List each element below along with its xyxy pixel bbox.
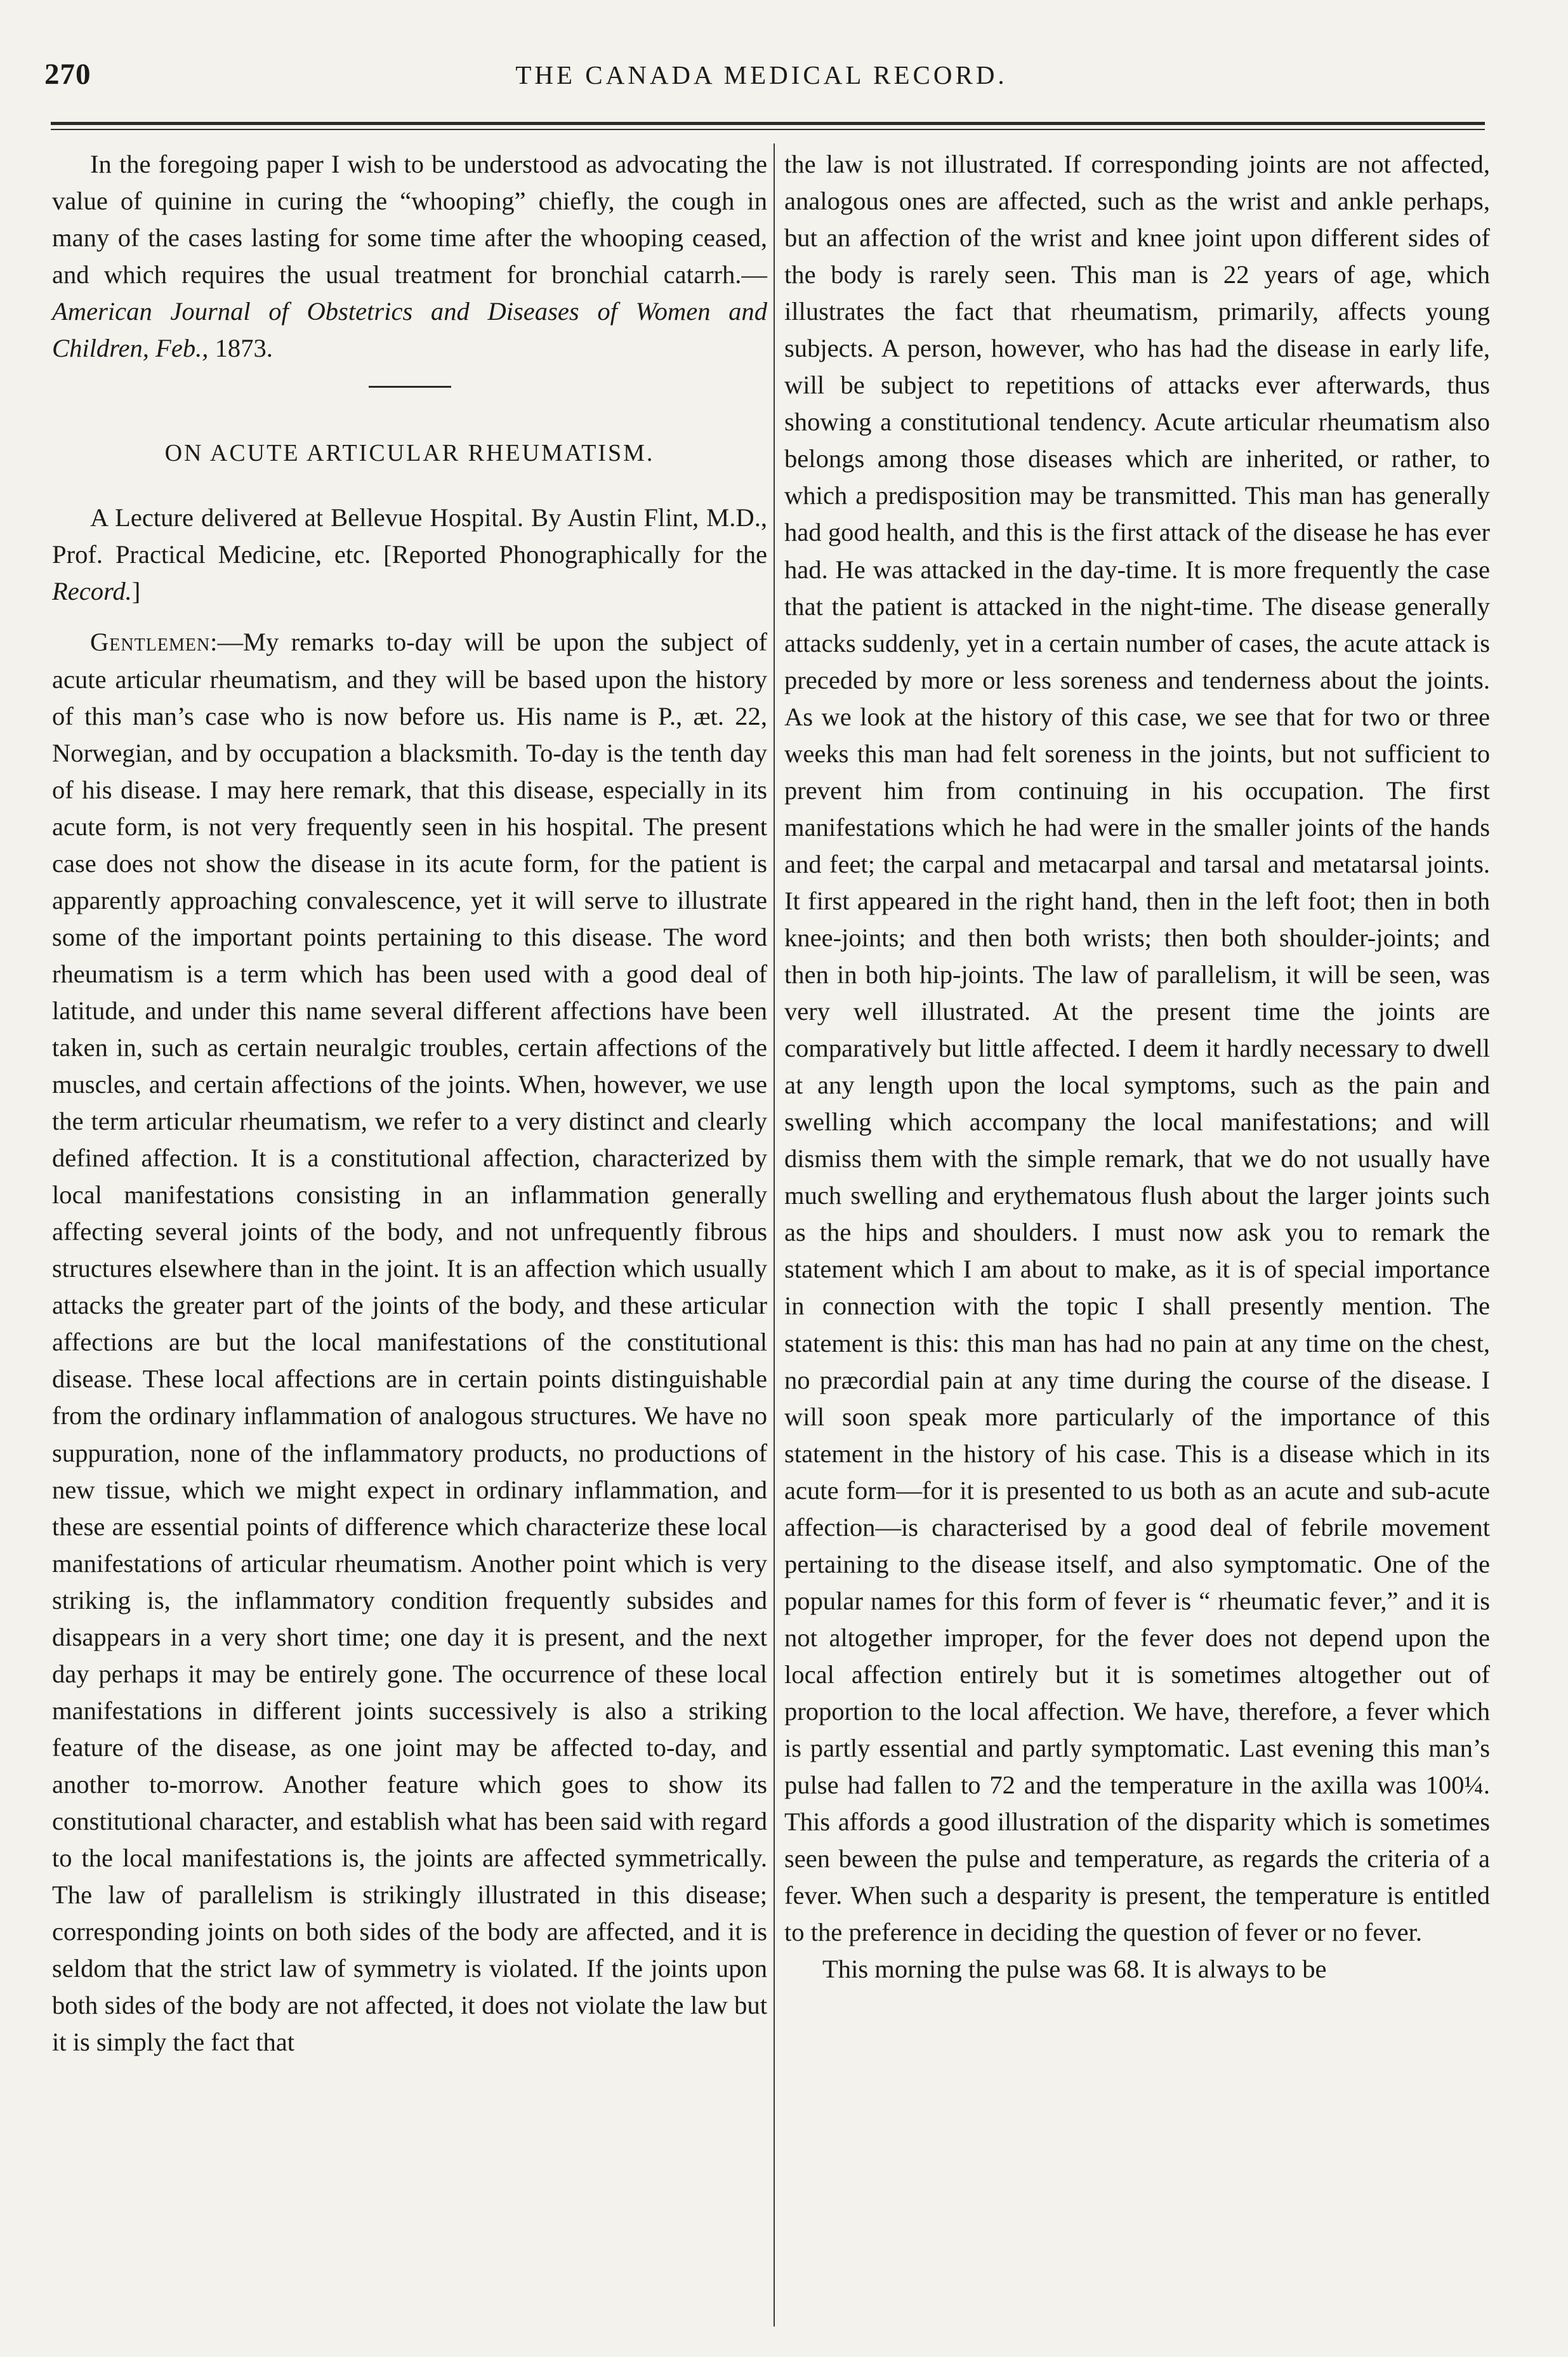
body-text: :—My remarks to-day will be upon the subject of acute articular rheumatism, and they will be based upon the history of this man’s case who is now before us. His name is P., æt. 22, Norwegian, and by occupation a blacksmith. To-day is the tenth day of his disease. I may here remark, that this disease, especially in its acute form, is not very frequently seen in his hospital. The present case does not show the disease in its acute form, for the patient is apparently approaching convalescence, yet it will serve to illustrate some of the important points pertaining to this disease. The word rheumatism is a term which has been used with a good deal of latitude, and under this name several different affections have been taken in, such as certain neuralgic troubles, certain affections of the muscles, and certain affections of the joints. When, however, we use the term articular rheumatism, we refer to a very distinct and clearly defined affection. It is a constitutional affection, characterized by local manifestations consisting in an inflammation generally affecting several joints of the body, and not unfrequently fibrous structures elsewhere than in the joint. It is an affection which usually attacks the greater part of the joints of the body, and these articular affections are but the local manifestations of the constitutional disease. These local affections are in certain points distinguishable from the ordinary inflammation of analogous structures. We have no suppuration, none of the inflammatory products, no productions of new tissue, which we might expect in ordinary inflammation, and these are essential points of difference which characterize these local manifestations of articular rheumatism. Another point which is very striking is, the inflammatory condition frequently subsides and disappears in a very short time; one day it is present, and the next day perhaps it may be entirely gone. The occurrence of these local manifestations in different joints successively is also a striking feature of the disease, as one joint may be affected to-day, and another to-morrow. Another feature which goes to show its constitutional character, and establish what has been said with regard to the local manifestations is, the joints are affected symmetrically. The law of parallelism is strikingly illustrated in this disease; corresponding joints on both sides of the body are affected, and it is seldom that the strict law of symmetry is violated. If the joints upon both sides of the body are not affected, it does not violate the law but it is simply the fact that	[52, 628, 767, 2057]
article-byline	[52, 499, 767, 610]
citation-year: 1873.	[214, 334, 273, 363]
intro-text: In the foregoing paper I wish to be understood as advocating the value of quinine in curing the “whooping” chiefly, the cough in many of the cases lasting for some time after the whooping ceased, and which requires the usual treatment for bronchial catarrh.—	[52, 150, 767, 289]
continued-paragraph: the law is not illustrated. If corresponding joints are not affected, analogous ones are affected, such as the wrist and ankle perhaps, but an affection of the wrist and knee joint upon different sides of the body is rarely seen. This man is 22 years of age, which illustrates the fact that rheumatism, primarily, affects young subjects. A person, however, who has had the disease in early life, will be subject to repetitions of attacks ever afterwards, thus showing a constitutional tendency. Acute articular rheumatism also belongs among those diseases which are inherited, or rather, to which a predisposition may be transmitted. This man has generally had good health, and this is the first attack of the disease he has ever had. He was attacked in the day-time. It is more frequently the case that the patient is attacked in the night-time. The disease generally attacks suddenly, yet in a certain number of cases, the acute attack is preceded by more or less soreness and tenderness about the joints. As we look at the history of this case, we see that for two or three weeks this man had felt soreness in the joints, but not sufficient to prevent him from continuing in his occupation. The first manifestations which he had were in the smaller joints of the hands and feet; the carpal and metacarpal and tarsal and metatarsal joints. It first appeared in the right hand, then in the left foot; then in both knee-joints; and then both wrists; then both shoulder-joints; and then in both hip-joints. The law of parallelism, it will be seen, was very well illustrated. At the present time the joints are comparatively but little affected. I deem it hardly necessary to dwell at any length upon the local symptoms, such as the pain and swelling which accompany the local manifestations; and will dismiss them with the simple remark, that we do not usually have much swelling and erythematous flush about the larger joints such as the hips and shoulders. I must now ask you to remark the statement which I am about to make, as it is of special importance in connection with the topic I shall presently mention. The statement is this: this man has had no pain at any time on the chest, no præcordial pain at any time during the course of the disease. I will soon speak more particularly of the importance of this statement in the history of his case. This is a disease which in its acute form—for it is presented to us both as an acute and sub-acute affection—is characterised by a good deal of febrile movement pertaining to the disease itself, and also symptomatic. One of the popular names for this form of fever is “ rheumatic fever,” and it is not altogether improper, for the fever does not depend upon the local affection entirely but it is sometimes altogether out of proportion to the local affection. We have, therefore, a fever which is partly essential and partly symptomatic. Last evening this man’s pulse had fallen to 72 and the temperature in the axilla was 100¼. This affords a good illustration of the disparity which is sometimes seen beween the pulse and temperature, as regards the criteria of a fever. When such a desparity is present, the temperature is entitled to the preference in deciding the question of fever or no fever.	[784, 150, 1490, 1947]
article-title: ON ACUTE ARTICULAR RHEUMATISM.	[164, 440, 655, 467]
column-divider	[774, 143, 775, 2327]
body-paragraph	[52, 624, 767, 2061]
right-column	[784, 146, 1490, 1988]
byline-text: A Lecture delivered at Bellevue Hospital. By Austin Flint, M.D., Prof. Practical Medicine, etc. [Reported Phonographically for the	[52, 503, 767, 569]
byline-journal: Record.	[52, 577, 132, 606]
intro-paragraph	[52, 146, 767, 367]
section-separator-rule	[369, 386, 451, 388]
salutation: Gentlemen	[90, 628, 211, 657]
left-column	[52, 146, 767, 2061]
header-rule-thin	[51, 129, 1485, 130]
page-header	[38, 57, 1485, 102]
byline-close: ]	[131, 577, 141, 606]
citation-journal: American Journal of Obstetrics and Diseases of Women and Children, Feb.,	[52, 297, 767, 363]
page-number: 270	[44, 58, 91, 91]
final-paragraph: This morning the pulse was 68. It is always to be	[822, 1955, 1327, 1984]
running-title: THE CANADA MEDICAL RECORD.	[515, 60, 1008, 89]
header-rule-thick	[51, 122, 1485, 125]
